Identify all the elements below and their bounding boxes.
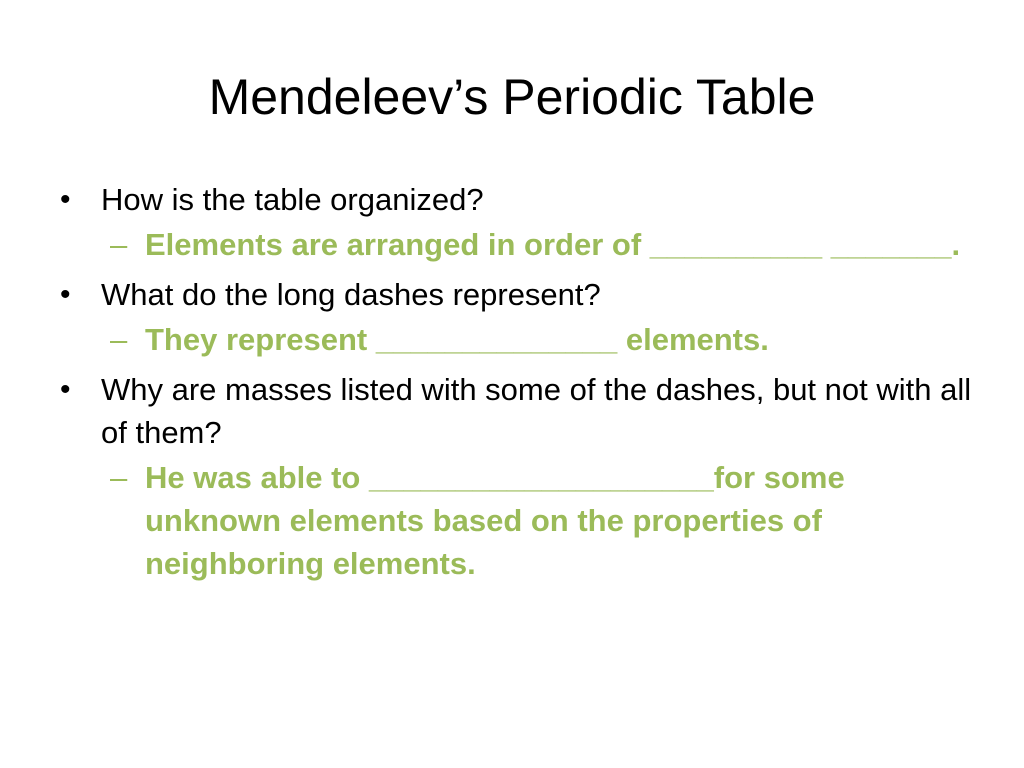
answer-item	[56, 318, 986, 361]
dash-icon: –	[110, 322, 128, 357]
question-text: Why are masses listed with some of the dashes, but not with all of them?	[101, 372, 972, 450]
bullet-icon: •	[60, 278, 71, 311]
dash-icon: –	[110, 460, 128, 495]
answer-item	[56, 456, 986, 585]
question-item	[56, 273, 986, 316]
answer-text: Elements are arranged in order of __________ _______.	[145, 227, 961, 262]
question-text: How is the table organized?	[101, 182, 484, 217]
question-text: What do the long dashes represent?	[101, 277, 601, 312]
dash-icon: –	[110, 227, 128, 262]
answer-text: He was able to ____________________for some unknown elements based on the properties of neighboring elements.	[145, 460, 845, 581]
slide-title: Mendeleev’s Periodic Table	[208, 69, 816, 125]
slide-content	[56, 178, 986, 585]
question-item	[56, 178, 986, 221]
answer-text: They represent ______________ elements.	[145, 322, 769, 357]
bullet-icon: •	[60, 183, 71, 216]
answer-item	[56, 223, 986, 266]
bullet-icon: •	[60, 373, 71, 406]
question-item	[56, 368, 986, 454]
